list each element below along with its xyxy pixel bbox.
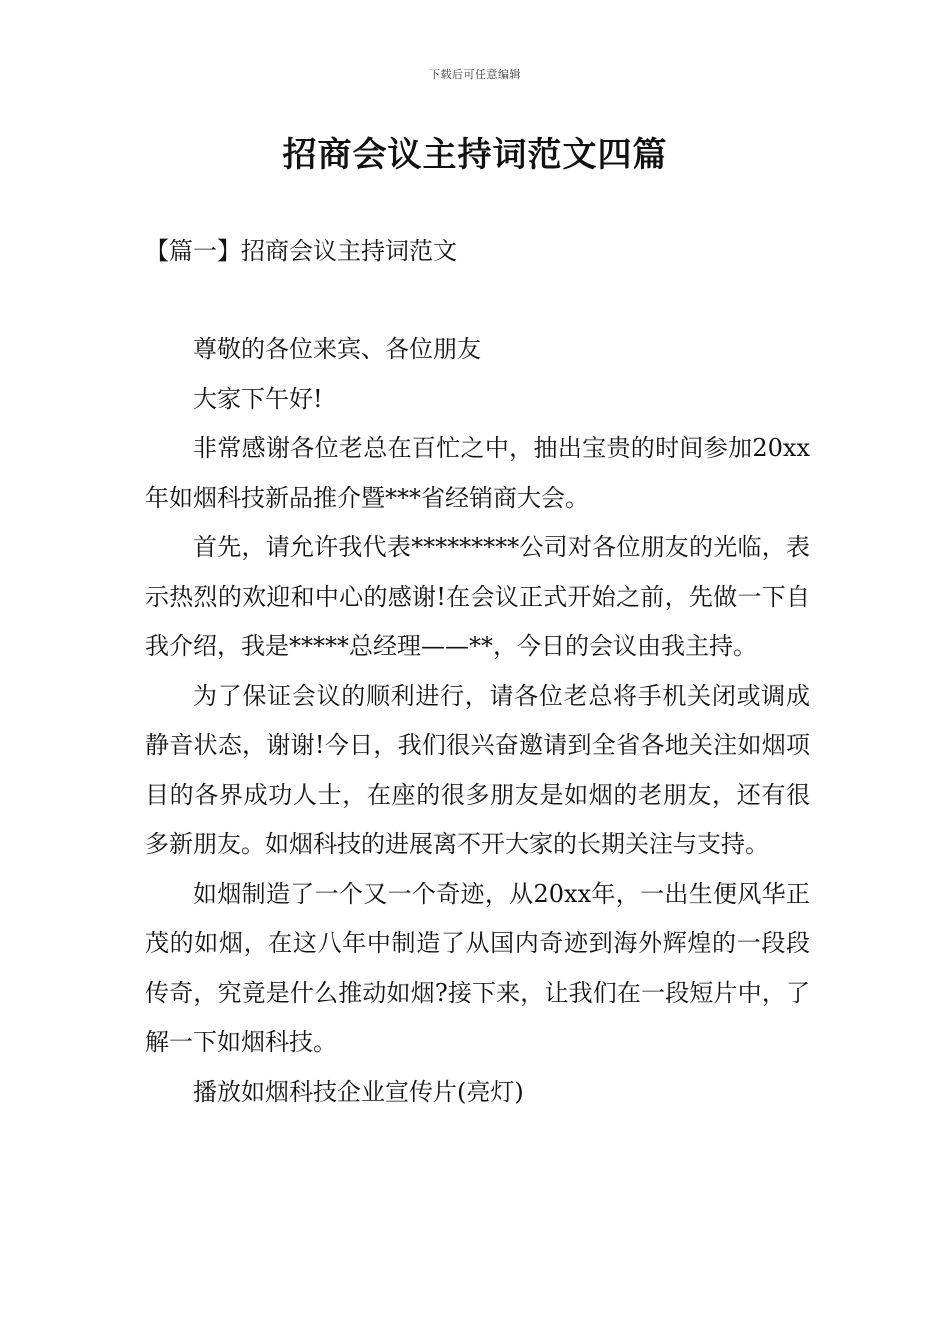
document-body <box>145 325 810 1117</box>
section-heading: 【篇一】招商会议主持词范文 <box>145 237 457 265</box>
paragraph: 播放如烟科技企业宣传片(亮灯) <box>193 1077 524 1106</box>
paragraph: 首先，请允许我代表*********公司对各位朋友的光临，表示热烈的欢迎和中心的感谢!在会议正式开始之前，先做一下自我介绍，我是*****总经理——**，今日的会议由我主持。 <box>145 533 810 660</box>
paragraph: 为了保证会议的顺利进行，请各位老总将手机关闭或调成静音状态，谢谢!今日，我们很兴奋邀请到全省各地关注如烟项目的各界成功人士，在座的很多朋友是如烟的老朋友，还有很多新朋友。如烟科技的进展离不开大家的长期关注与支持。 <box>145 681 810 858</box>
paragraph: 尊敬的各位来宾、各位朋友 <box>193 335 481 363</box>
paragraph: 大家下午好! <box>193 384 323 413</box>
document-title: 招商会议主持词范文四篇 <box>282 135 668 175</box>
paragraph: 如烟制造了一个又一个奇迹，从20xx年，一出生便风华正茂的如烟，在这八年中制造了从国内奇迹到海外辉煌的一段段传奇，究竟是什么推动如烟?接下来，让我们在一段短片中，了解一下如烟科技。 <box>145 879 810 1056</box>
paragraph: 非常感谢各位老总在百忙之中，抽出宝贵的时间参加20xx年如烟科技新品推介暨***省经销商大会。 <box>145 434 810 512</box>
header-note: 下载后可任意编辑 <box>429 68 521 81</box>
